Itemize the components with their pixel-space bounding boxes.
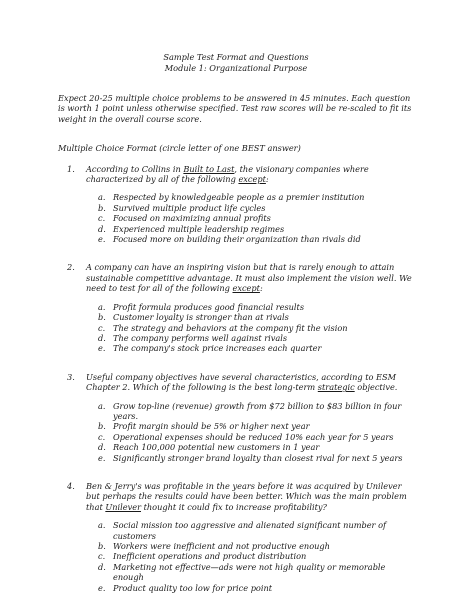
option-letter: e. (98, 452, 106, 463)
answer-option[interactable] (98, 453, 414, 463)
answer-option[interactable] (98, 583, 414, 593)
question-4 (58, 481, 414, 593)
option-letter: e. (98, 582, 106, 593)
answer-option[interactable] (98, 442, 414, 452)
option-letter: a. (98, 520, 106, 531)
option-letter: b. (98, 541, 106, 551)
question-2 (58, 262, 414, 353)
question-text-underlined: Unilever (105, 501, 141, 512)
question-text (86, 164, 414, 185)
option-text: Customer loyalty is stronger than at rivals (113, 312, 289, 323)
option-letter: c. (98, 431, 106, 442)
option-letter: b. (98, 421, 106, 432)
question-text-part: thought it could fix to increase profitability? (140, 501, 327, 512)
option-text: Social mission too aggressive and alienated significant number of customers (113, 520, 387, 541)
question-number: 3. (67, 371, 75, 382)
option-text: Profit formula produces good financial results (113, 301, 305, 312)
option-text: Survived multiple product life cycles (113, 202, 266, 213)
answer-option[interactable] (98, 234, 414, 244)
answer-options (98, 401, 414, 463)
question-text-part: , the visionary companies where characterized by all of the following (86, 163, 369, 185)
answer-option[interactable] (98, 333, 414, 343)
question-number: 4. (67, 480, 75, 491)
question-text-part: Ben & Jerry's was profitable in the years before it was acquired by Unilever but perhaps the results could have been better. Which was the main problem that (86, 480, 407, 512)
option-text: The strategy and behaviors at the company fit the vision (113, 322, 348, 333)
answer-option[interactable] (98, 213, 414, 223)
answer-option[interactable] (98, 343, 414, 353)
question-text-part: Useful company objectives have several characteristics, according to ESM Chapter 2. Which of the following is the best long-term (86, 371, 397, 393)
option-text: Product quality too low for price point (113, 582, 273, 593)
question-number: 1. (67, 163, 75, 174)
option-letter: d. (98, 223, 106, 234)
question-text-part: objective. (354, 382, 398, 393)
option-letter: c. (98, 551, 106, 562)
option-text: The company's stock price increases each quarter (113, 343, 322, 354)
document-header (58, 52, 414, 74)
answer-options (98, 302, 414, 354)
question-text-part: A company can have an inspiring vision but that is rarely enough to attain sustainable competitive advantage. It must also implement the vision well. We need to test for all of the following (86, 262, 412, 294)
option-letter: c. (98, 213, 106, 224)
option-text: Workers were inefficient and not productive enough (113, 541, 330, 551)
question-text-part: : (259, 283, 263, 294)
document-title: Sample Test Format and Questions (163, 52, 309, 62)
option-text: Reach 100,000 potential new customers in 1 year (113, 442, 320, 453)
question-text (86, 372, 414, 393)
option-text: Operational expenses should be reduced 10% each year for 5 years (113, 431, 394, 442)
option-letter: d. (98, 442, 106, 453)
question-text (86, 262, 414, 293)
option-text: Marketing not effective—ads were not high quality or memorable enough (113, 561, 386, 583)
option-text: Significantly stronger brand loyalty than closest rival for next 5 years (113, 452, 403, 463)
question-text-underlined: except (238, 174, 266, 185)
format-instructions: Multiple Choice Format (circle letter of one BEST answer) (58, 143, 301, 154)
answer-option[interactable] (98, 224, 414, 234)
answer-options (98, 520, 414, 593)
option-text: Focused on maximizing annual profits (113, 213, 271, 224)
option-text: Grow top-line (revenue) growth from $72 billion to $83 billion in four years. (113, 400, 402, 421)
question-number: 2. (67, 262, 75, 273)
option-letter: a. (98, 400, 106, 411)
answer-option[interactable] (98, 401, 414, 422)
option-text: Focused more on building their organization than rivals did (113, 234, 361, 245)
answer-option[interactable] (98, 421, 414, 431)
option-text: Profit margin should be 5% or higher next year (113, 421, 310, 432)
answer-options (98, 192, 414, 244)
option-letter: d. (98, 332, 106, 343)
answer-option[interactable] (98, 323, 414, 333)
option-letter: c. (98, 322, 106, 333)
answer-option[interactable] (98, 551, 414, 561)
option-text: Inefficient operations and product distribution (113, 551, 307, 562)
answer-option[interactable] (98, 541, 414, 551)
answer-option[interactable] (98, 562, 414, 583)
question-1 (58, 164, 414, 245)
option-letter: e. (98, 234, 106, 245)
option-letter: a. (98, 192, 106, 203)
intro-paragraph: Expect 20-25 multiple choice problems to be answered in 45 minutes. Each question is worth 1 point unless otherwise specified. Test raw scores will be re-scaled to fit its weight in the overall course score. (58, 93, 412, 124)
answer-option[interactable] (98, 302, 414, 312)
option-letter: b. (98, 202, 106, 213)
option-letter: b. (98, 312, 106, 323)
answer-option[interactable] (98, 312, 414, 322)
question-text-part: According to Collins in (86, 163, 184, 174)
answer-option[interactable] (98, 432, 414, 442)
question-text (86, 481, 414, 512)
option-letter: d. (98, 561, 106, 572)
option-letter: e. (98, 343, 106, 354)
option-letter: a. (98, 301, 106, 312)
option-text: Respected by knowledgeable people as a premier institution (113, 192, 365, 203)
answer-option[interactable] (98, 192, 414, 202)
question-3 (58, 372, 414, 463)
question-text-underlined: strategic (317, 382, 355, 393)
question-text-part: : (265, 174, 269, 185)
document-subtitle: Module 1: Organizational Purpose (164, 63, 308, 73)
answer-option[interactable] (98, 520, 414, 541)
question-text-underlined: Built to Last (183, 163, 235, 174)
option-text: The company performs well against rivals (113, 332, 288, 343)
answer-option[interactable] (98, 203, 414, 213)
option-text: Experienced multiple leadership regimes (113, 223, 285, 234)
question-text-underlined: except (232, 283, 260, 294)
